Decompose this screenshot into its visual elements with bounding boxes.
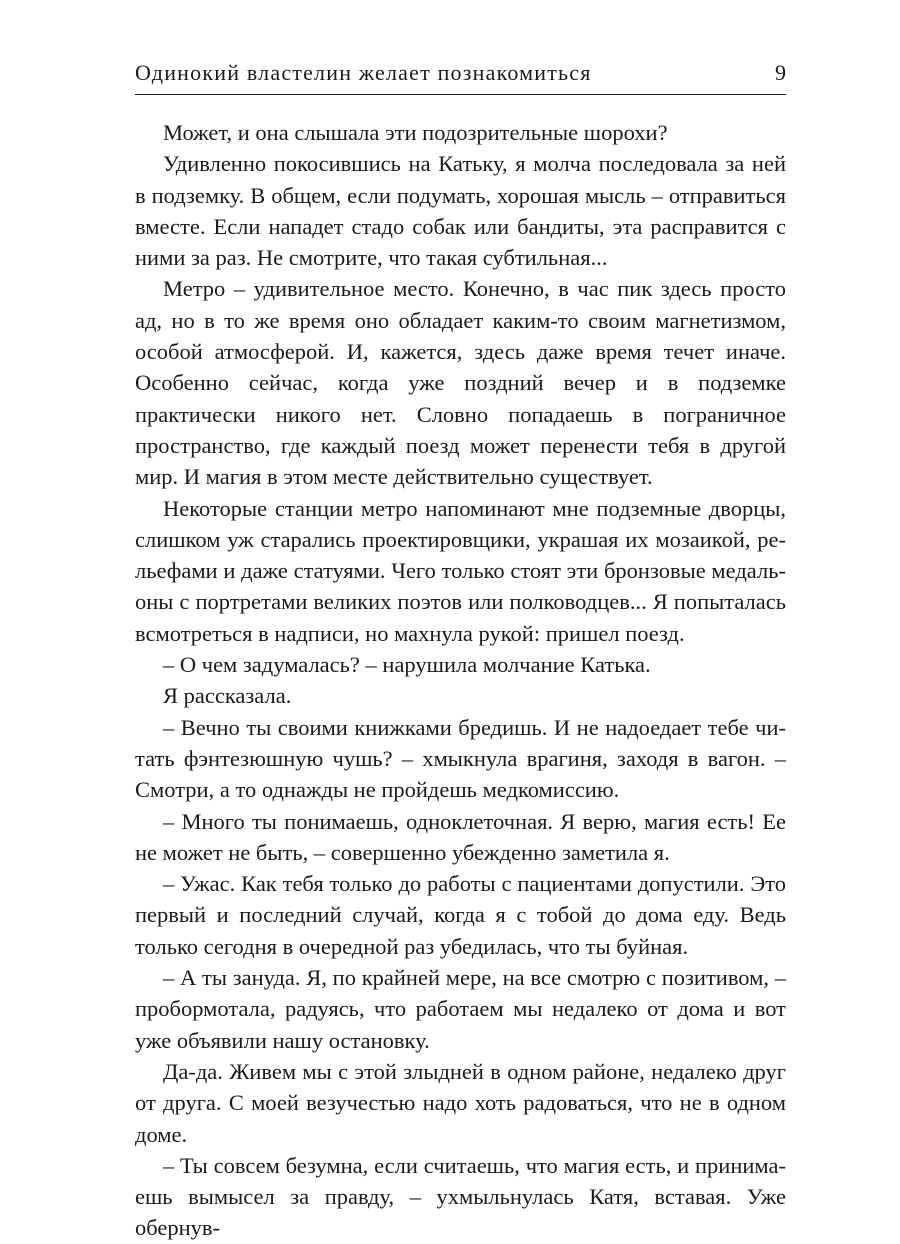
- book-title: Одинокий властелин желает познакомиться: [135, 60, 592, 85]
- paragraph: Да-да. Живем мы с этой злыдней в одном районе, недалеко друг от друга. С моей везучестью надо хоть радоваться, что не в одном доме.: [135, 1058, 786, 1147]
- paragraph: Метро – удивительное место. Конечно, в час пик здесь просто ад, но в то же время оно обладает каким-то своим магнетизмом, особой атмосферой. И, кажется, здесь даже время течет иначе. Особенно сейчас, когда уже поздний вечер и в подземке практически никого нет. Словно попадаешь в пограничное пространство, где каждый поезд может перенести тебя в другой мир. И магия в этом месте действительно существует.: [135, 276, 786, 490]
- paragraph: Я рассказала.: [163, 683, 292, 709]
- paragraph: – А ты зануда. Я, по крайней мере, на все смотрю с позитивом, – пробормотала, радуясь, что работаем мы недалеко от дома и вот уже объявили нашу остановку.: [135, 965, 786, 1053]
- book-page: [135, 60, 786, 1244]
- paragraph: Некоторые станции метро напоминают мне подземные дворцы, слишком уж старались проектировщики, украшая их мозаикой, рельефами и даже статуями. Чего только стоят эти бронзовые медальоны с портретами великих поэтов или полководцев... Я попыталась всмотреться в надписи, но махнула рукой: пришел поезд.: [135, 495, 786, 646]
- page-number: 9: [775, 60, 786, 85]
- paragraph: Может, и она слышала эти подозрительные шорохи?: [163, 120, 668, 145]
- paragraph: Удивленно покосившись на Катьку, я молча последовала за ней в подземку. В общем, если подумать, хорошая мысль – отправиться вместе. Если нападет стадо собак или бандиты, эта расправится с ними за раз. Не смотрите, что такая субтильная...: [135, 151, 786, 271]
- paragraph: – Много ты понимаешь, одноклеточная. Я верю, магия есть! Ее не может не быть, – совершенно убежденно заметила я.: [135, 808, 786, 865]
- running-header: [135, 60, 786, 95]
- paragraph: – Вечно ты своими книжками бредишь. И не надоедает тебе читать фэнтезюшную чушь? – хмыкнула врагиня, заходя в вагон. – Смотри, а то однажды не пройдешь медкомиссию.: [135, 714, 786, 803]
- body-text: [135, 117, 786, 1244]
- paragraph: – Ты совсем безумна, если считаешь, что магия есть, и принимаешь вымысел за правду, – ухмыльнулась Катя, вставая. Уже обернув-: [135, 1152, 786, 1241]
- paragraph: – Ужас. Как тебя только до работы с пациентами допустили. Это первый и последний случай, когда я с тобой до дома еду. Ведь только сегодня в очередной раз убедилась, что ты буйная.: [135, 871, 786, 959]
- paragraph: – О чем задумалась? – нарушила молчание Катька.: [163, 652, 651, 678]
